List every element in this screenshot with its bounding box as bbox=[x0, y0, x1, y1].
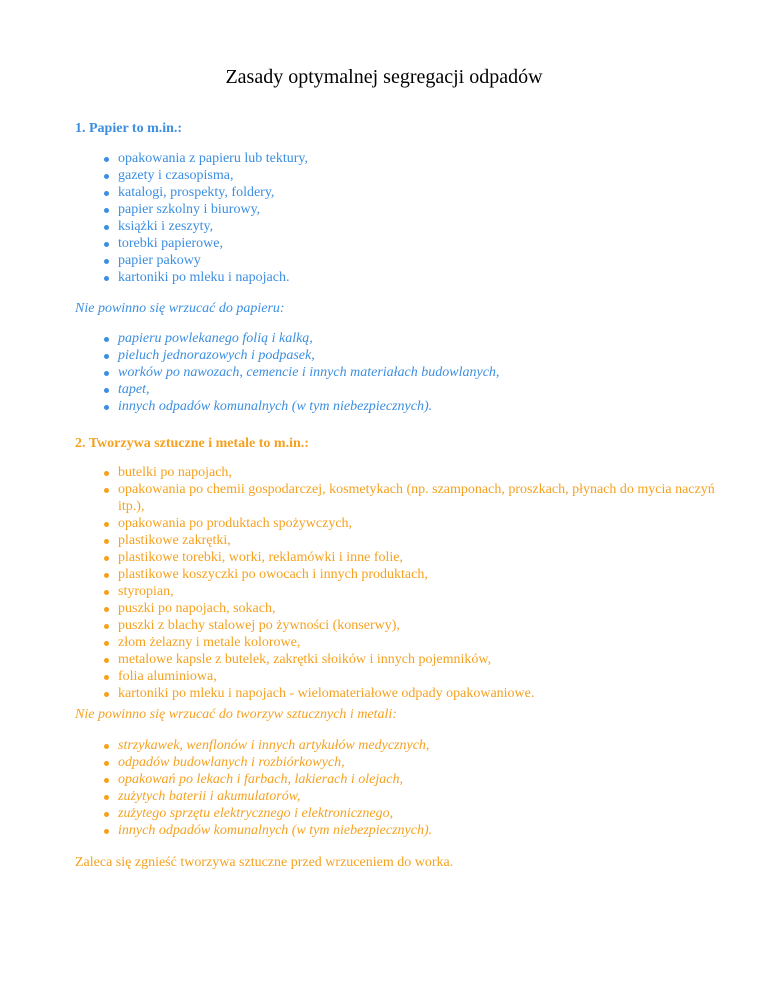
plastic-heading: 2. Tworzywa sztuczne i metale to m.in.: bbox=[75, 436, 309, 451]
plastic-footer-note: Zaleca się zgnieść tworzywa sztuczne przed wrzuceniem do worka. bbox=[75, 855, 454, 870]
list-item: innych odpadów komunalnych (w tym niebezpiecznych). bbox=[118, 398, 715, 415]
page-title: Zasady optymalnej segregacji odpadów bbox=[225, 66, 543, 88]
list-item: gazety i czasopisma, bbox=[118, 167, 715, 184]
plastic-not-items-list bbox=[75, 737, 715, 839]
list-item: opakowania z papieru lub tektury, bbox=[118, 150, 715, 167]
list-item: zużytego sprzętu elektrycznego i elektronicznego, bbox=[118, 805, 715, 822]
plastic-items-list bbox=[75, 464, 718, 702]
list-item: tapet, bbox=[118, 381, 715, 398]
paper-not-heading: Nie powinno się wrzucać do papieru: bbox=[75, 301, 285, 316]
paper-items-list bbox=[75, 150, 715, 286]
list-item: plastikowe torebki, worki, reklamówki i inne folie, bbox=[118, 549, 718, 566]
list-item: butelki po napojach, bbox=[118, 464, 718, 481]
list-item: książki i zeszyty, bbox=[118, 218, 715, 235]
list-item: opakowań po lekach i farbach, lakierach i olejach, bbox=[118, 771, 715, 788]
list-item: worków po nawozach, cemencie i innych materiałach budowlanych, bbox=[118, 364, 715, 381]
list-item: złom żelazny i metale kolorowe, bbox=[118, 634, 718, 651]
list-item: strzykawek, wenflonów i innych artykułów medycznych, bbox=[118, 737, 715, 754]
paper-heading: 1. Papier to m.in.: bbox=[75, 121, 183, 136]
list-item: puszki z blachy stalowej po żywności (konserwy), bbox=[118, 617, 718, 634]
list-item: opakowania po produktach spożywczych, bbox=[118, 515, 718, 532]
list-item: plastikowe zakrętki, bbox=[118, 532, 718, 549]
list-item: folia aluminiowa, bbox=[118, 668, 718, 685]
list-item: zużytych baterii i akumulatorów, bbox=[118, 788, 715, 805]
plastic-section bbox=[75, 435, 715, 871]
list-item: puszki po napojach, sokach, bbox=[118, 600, 718, 617]
list-item: kartoniki po mleku i napojach - wielomateriałowe odpady opakowaniowe. bbox=[118, 685, 718, 702]
list-item: papier szkolny i biurowy, bbox=[118, 201, 715, 218]
list-item: styropian, bbox=[118, 583, 718, 600]
list-item: papieru powlekanego folią i kalką, bbox=[118, 330, 715, 347]
plastic-not-heading: Nie powinno się wrzucać do tworzyw sztucznych i metali: bbox=[75, 707, 397, 722]
list-item: innych odpadów komunalnych (w tym niebezpiecznych). bbox=[118, 822, 715, 839]
list-item: metalowe kapsle z butelek, zakrętki słoików i innych pojemników, bbox=[118, 651, 718, 668]
list-item: papier pakowy bbox=[118, 252, 715, 269]
list-item: odpadów budowlanych i rozbiórkowych, bbox=[118, 754, 715, 771]
paper-section bbox=[75, 120, 715, 415]
list-item: katalogi, prospekty, foldery, bbox=[118, 184, 715, 201]
list-item: torebki papierowe, bbox=[118, 235, 715, 252]
list-item: plastikowe koszyczki po owocach i innych produktach, bbox=[118, 566, 718, 583]
paper-not-items-list bbox=[75, 330, 715, 415]
list-item: pieluch jednorazowych i podpasek, bbox=[118, 347, 715, 364]
list-item: kartoniki po mleku i napojach. bbox=[118, 269, 715, 286]
list-item: opakowania po chemii gospodarczej, kosmetykach (np. szamponach, proszkach, płynach do mycia naczyń itp.), bbox=[118, 481, 718, 515]
